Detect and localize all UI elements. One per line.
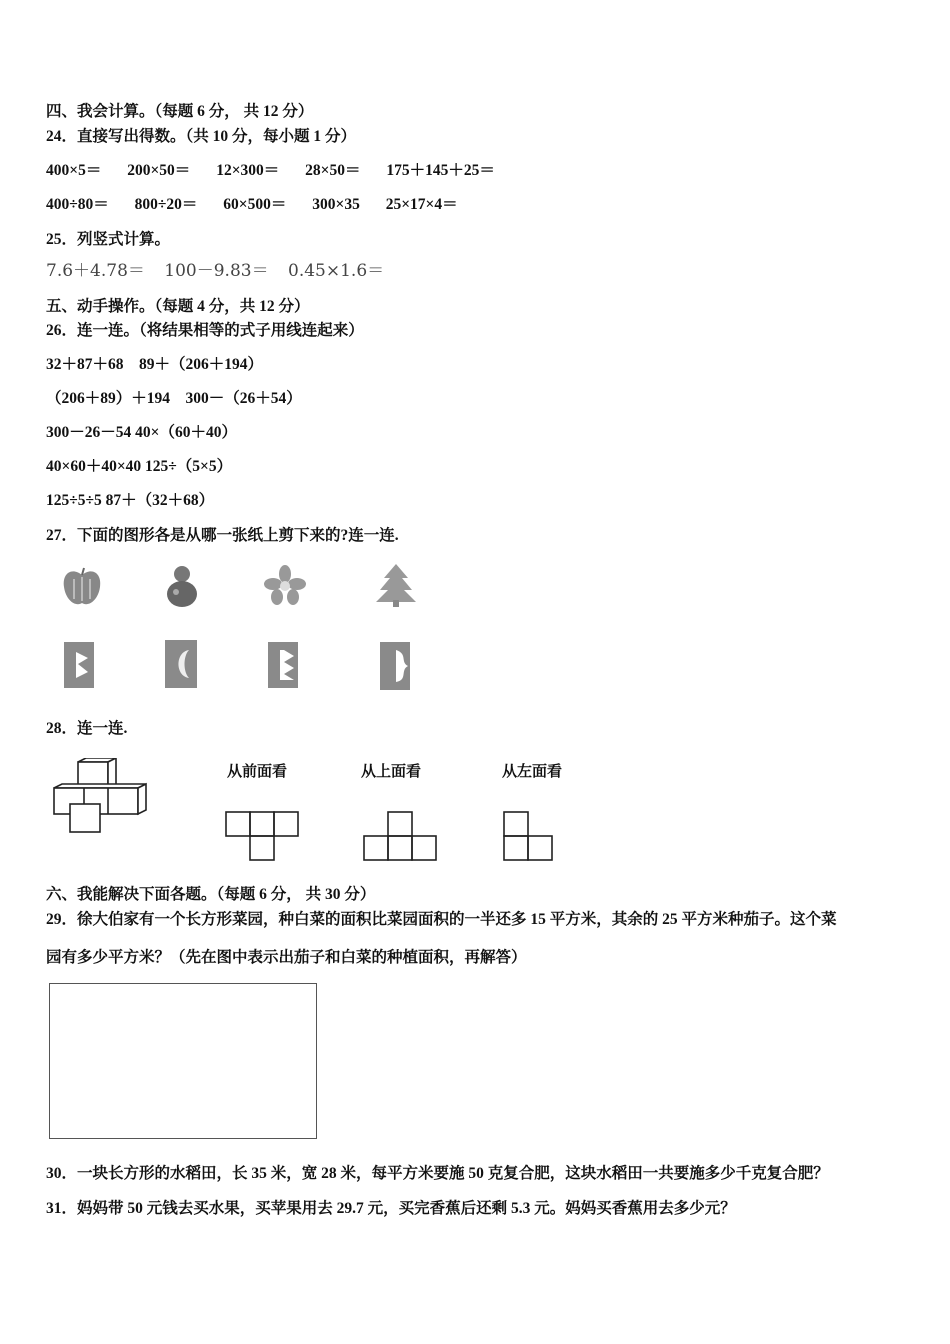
q24-item: 28×50＝ [305,162,361,179]
tree-icon [374,562,418,608]
view-label-left: 从左面看 [502,762,563,780]
q24-row2 [46,196,480,214]
left-view-icon [502,810,556,864]
q26-line: 40×60＋40×40 125÷（5×5） [46,458,233,475]
q24-item: 300×35 [312,196,360,213]
q24-item: 800÷20＝ [134,196,198,213]
q29-line2: 园有多少平方米？（先在图中表示出茄子和白菜的种植面积，再解答） [46,949,527,966]
q27-title: 27．下面的图形各是从哪一张纸上剪下来的?连一连. [46,527,399,544]
section6-title: 六、我能解决下面各题。（每题 6 分， 共 30 分） [46,886,376,903]
view-label-front: 从前面看 [227,762,288,780]
apple-icon [58,565,106,609]
q28-title: 28．连一连. [46,720,128,737]
q25-item: 100－9.83＝ [164,261,269,281]
q24-row1 [46,162,517,180]
paper-wave-icon [378,640,412,692]
q25-item: 0.45×1.6＝ [288,261,385,281]
q29-garden-rectangle[interactable] [49,983,317,1139]
q26-line: 300－26－54 40×（60＋40） [46,424,237,441]
q24-item: 60×500＝ [223,196,287,213]
q25-title: 25．列竖式计算。 [46,231,171,248]
section5-title: 五、动手操作。（每题 4 分，共 12 分） [46,298,310,315]
q30-text: 30．一块长方形的水稻田，长 35 米，宽 28 米，每平方米要施 50 克复合肥，这块水稻田一共要施多少千克复合肥？ [46,1165,829,1182]
cube-stack-icon [48,758,152,838]
q25-items [46,262,398,280]
q24-item: 25×17×4＝ [385,196,458,213]
q26-line: 32＋87＋68 89＋（206＋194） [46,356,264,373]
section4-title: 四、我会计算。（每题 6 分， 共 12 分） [46,103,314,120]
q24-title: 24．直接写出得数。（共 10 分，每小题 1 分） [46,128,357,145]
q24-item: 12×300＝ [216,162,280,179]
paper-zigzag-icon [266,640,300,690]
q26-line: 125÷5÷5 87＋（32＋68） [46,492,215,509]
q24-item: 175＋145＋25＝ [386,162,495,179]
q24-item: 400÷80＝ [46,196,109,213]
q24-item: 400×5＝ [46,162,102,179]
flower-icon [262,564,308,606]
paper-e-icon [62,640,96,690]
front-view-icon [224,810,302,864]
q31-text: 31．妈妈带 50 元钱去买水果，买苹果用去 29.7 元，买完香蕉后还剩 5.3 元。妈妈买香蕉用去多少元？ [46,1200,736,1217]
q25-item: 7.6＋4.78＝ [46,261,145,281]
view-label-top: 从上面看 [361,762,422,780]
q24-item: 200×50＝ [127,162,191,179]
q26-line: （206＋89）＋194 300－（26＋54） [46,390,302,407]
paper-c-icon [163,638,199,690]
gourd-icon [160,562,204,610]
top-view-icon [362,810,440,864]
q29-line1: 29．徐大伯家有一个长方形菜园，种白菜的面积比菜园面积的一半还多 15 平方米，其余的 25 平方米种茄子。这个菜 [46,911,837,928]
q26-title: 26．连一连。（将结果相等的式子用线连起来） [46,322,364,339]
